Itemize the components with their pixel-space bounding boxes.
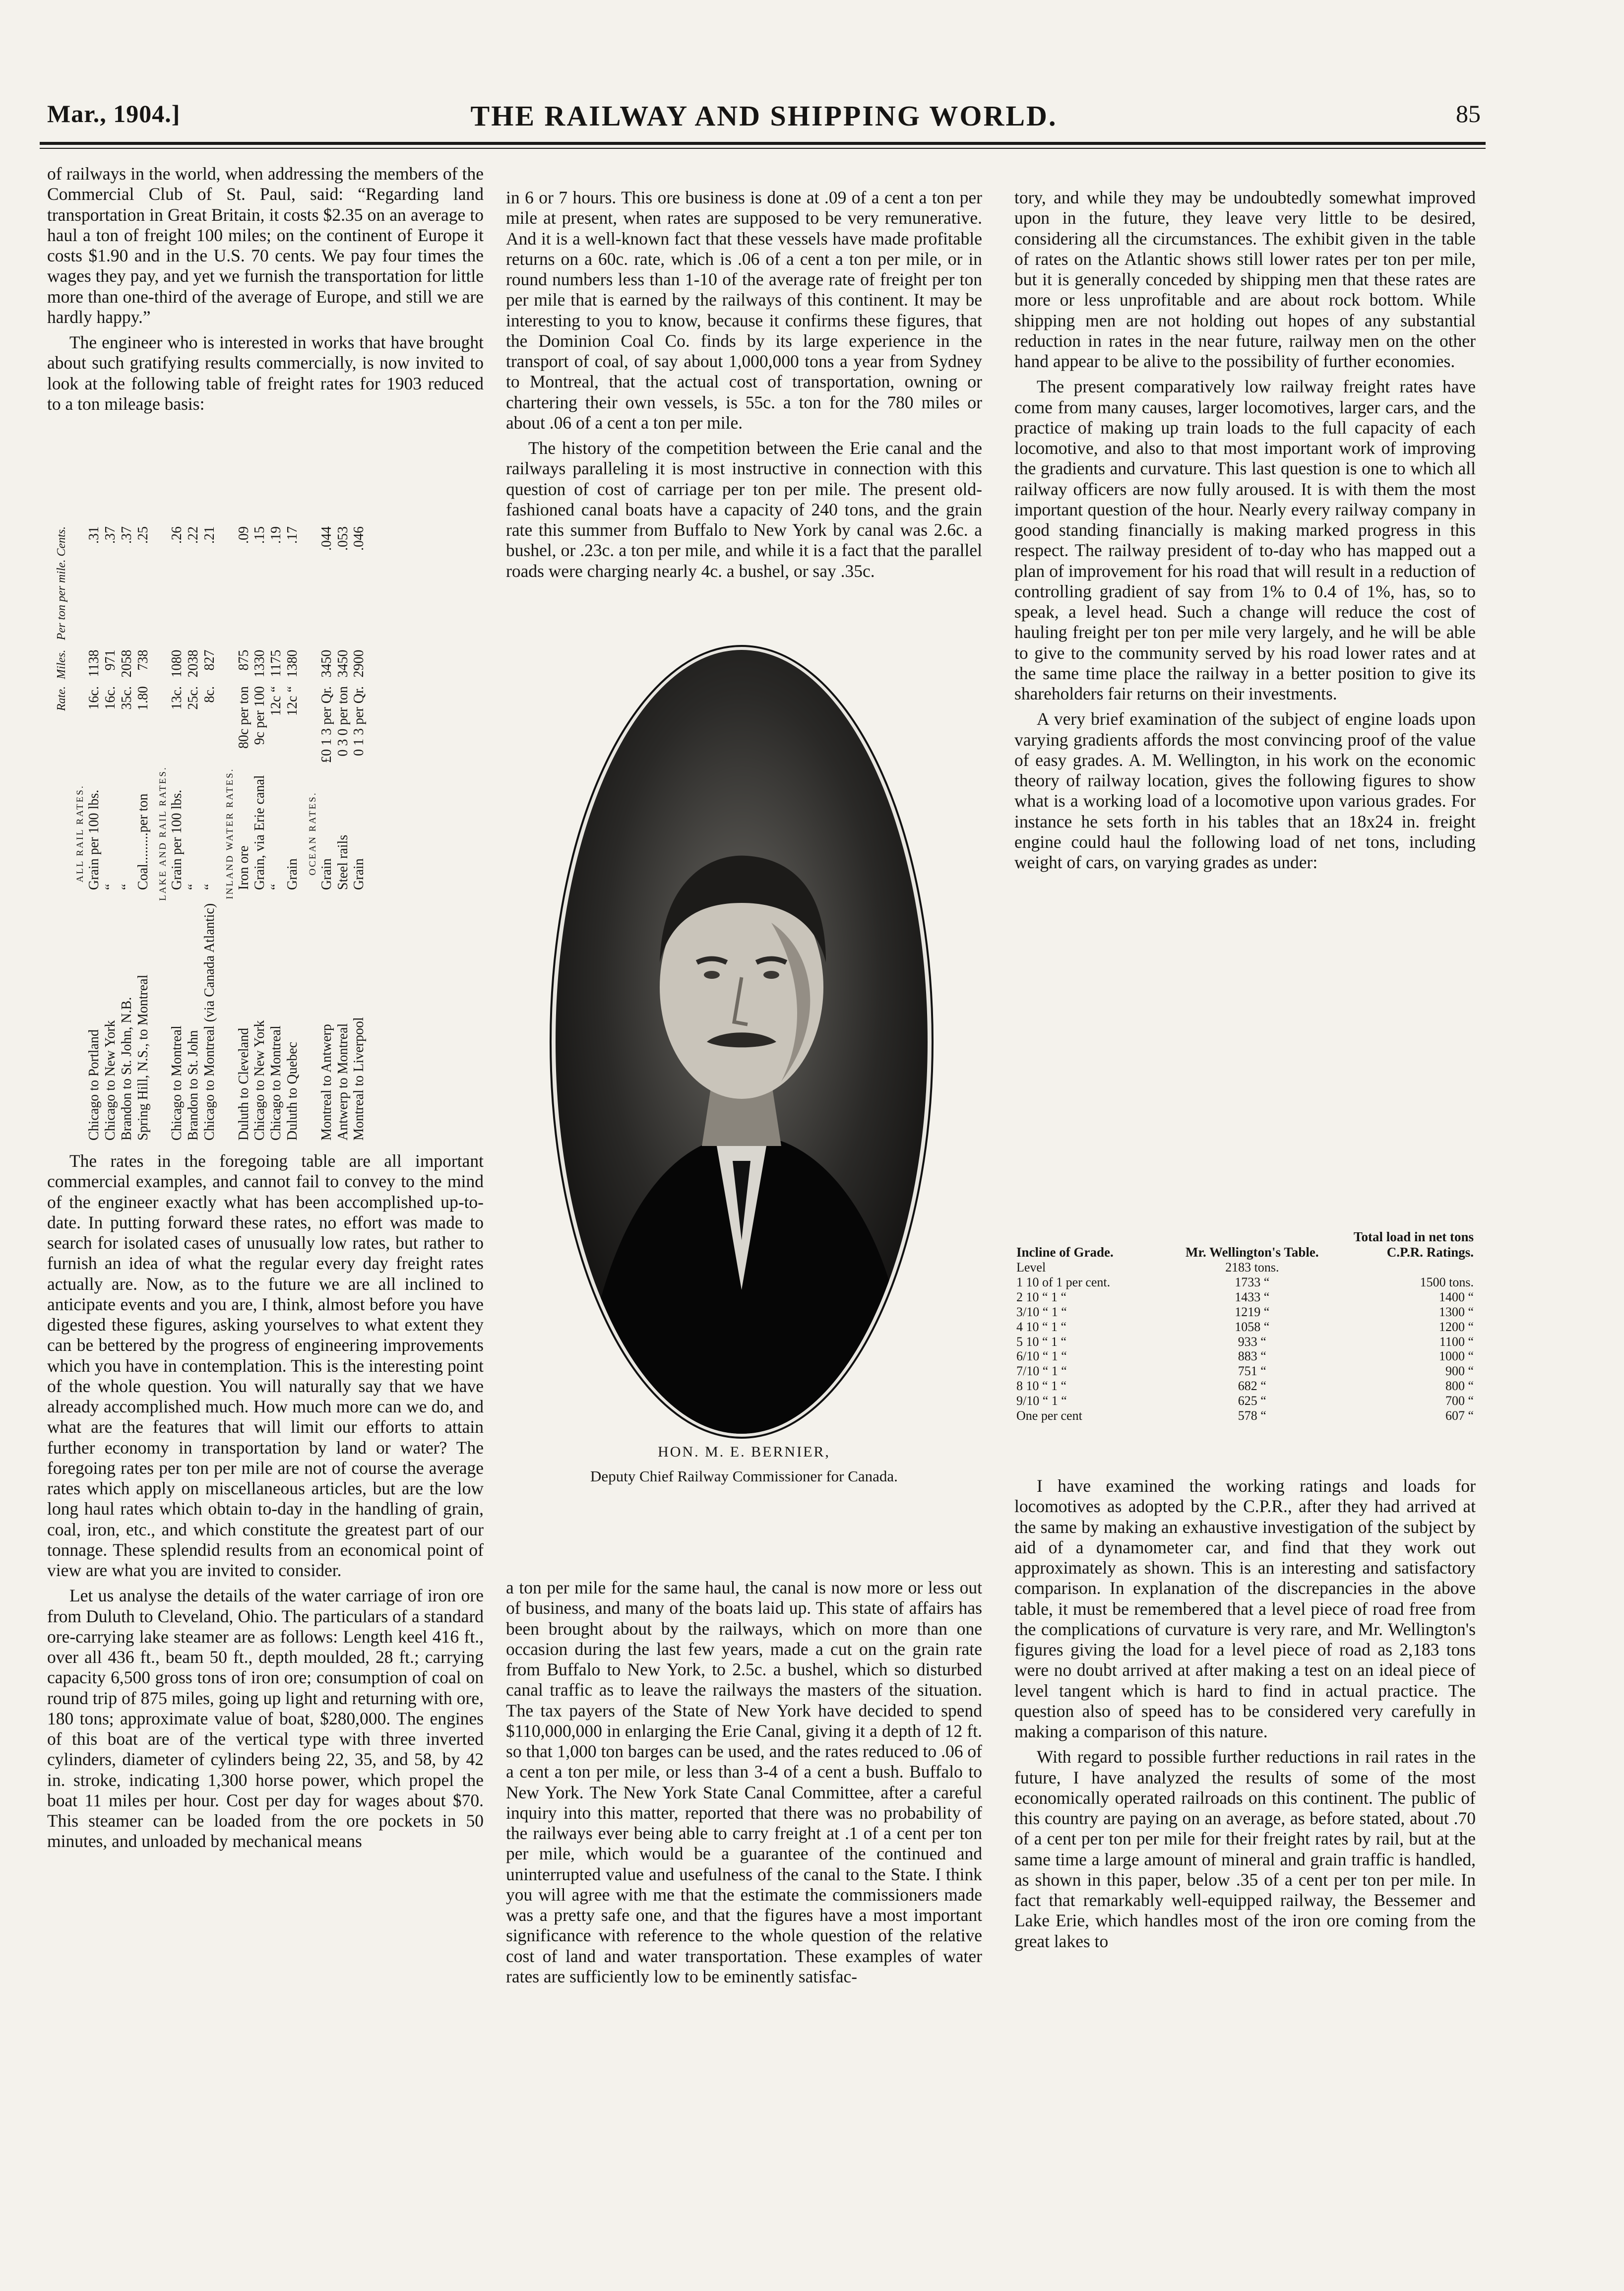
table-row [319, 523, 335, 1144]
cell-cpr: 1200 “ [1438, 1319, 1474, 1334]
cell-grade: 2 10 “ 1 “ [1016, 1289, 1067, 1304]
cell-ptm: .21 [201, 526, 217, 544]
cell-cpr: 1100 “ [1439, 1334, 1474, 1349]
cell-ptm: .26 [169, 526, 185, 544]
cell-ptm: .044 [318, 526, 334, 551]
cell-ptm: .31 [86, 526, 102, 544]
table-row [1014, 1320, 1476, 1335]
cell-rate: 1.80 [135, 686, 151, 711]
table-row [86, 523, 103, 1144]
cell-rate: 12c “ [268, 686, 284, 716]
table-row [202, 523, 218, 1144]
paragraph: The engineer who is interested in works that have brought about such gratifying results commercially, is now invited to look at the following table of freight rates for 1903 reduced to a ton mileage basis: [47, 332, 484, 414]
cell-miles: 2900 [351, 649, 367, 678]
cell-route: Chicago to Montreal [268, 1025, 284, 1141]
cell-commodity: “ [268, 884, 284, 890]
table-row [1014, 1408, 1476, 1423]
portrait-caption-name: HON. M. E. BERNIER, [658, 1444, 830, 1460]
cell-wellington: 2183 tons. [1225, 1260, 1279, 1275]
cell-commodity: Grain per 100 lbs. [86, 789, 102, 890]
cell-miles: 738 [135, 649, 151, 671]
table-row [1014, 1349, 1476, 1364]
cell-commodity: “ [201, 884, 217, 890]
header-miles: Miles. [55, 649, 68, 679]
cell-miles: 1138 [86, 649, 102, 677]
cell-ptm: .25 [135, 526, 151, 544]
cell-route: Chicago to Portland [86, 1029, 102, 1141]
cell-ptm: .09 [236, 526, 251, 544]
cell-miles: 875 [236, 649, 251, 671]
cell-wellington: 578 “ [1238, 1408, 1266, 1423]
cell-grade: 5 10 “ 1 “ [1016, 1334, 1067, 1349]
header-rule-thin [40, 148, 1486, 149]
header-per-ton-per-mile: Per ton per mile. Cents. [55, 526, 68, 640]
paragraph: I have examined the working ratings and loads for locomotives as adopted by the C.P.R., after they had arrived at the same by making an exhaustive investigation of the subject by aid of a dynamometer car, and find that they work out approximately as shown. This is an interesting and satisfactory comparison. In explanation of the discrepancies in the above table, it must be remembered that a level piece of road free from the complications of curvature is very rare, and Mr. Wellington's figures giving the load for a level piece of road as 2,183 tons were no doubt arrived at after making a test on an ideal piece of level tangent which is hard to find in actual practice. The question also of speed has to be considered very carefully in making a comparison of this nature. [1014, 1476, 1476, 1741]
table-row [1014, 1335, 1476, 1349]
cell-commodity: Grain [285, 858, 301, 890]
paragraph: in 6 or 7 hours. This ore business is done at .09 of a cent a ton per mile at present, when rates are supposed to be very remunerative. And it is a well-known fact that these vessels have made profitable returns on a 60c. rate, which is .06 of a cent a ton per mile, or in round numbers less than 1-10 of the average rate of freight per ton per mile that is earned by the railways of this continent. It may be interesting to you to know, because it confirms these figures, that the Dominion Coal Co. finds by its large experience in the transport of coal, of say about 1,000,000 tons a year from Sydney to Montreal, that the actual cost of transportation, owning or chartering their own vessels, is 55c. a ton for the 780 miles or about .06 of a cent a ton per mile. [506, 188, 982, 433]
masthead-title: THE RAILWAY AND SHIPPING WORLD. [470, 100, 1058, 132]
issue-date: Mar., 1904.] [47, 100, 181, 127]
header-rule-thick [40, 142, 1486, 145]
portrait-caption-title: Deputy Chief Railway Commissioner for Canada. [590, 1467, 898, 1485]
column-1-body [47, 1151, 484, 1857]
column-3-bottom [1014, 1476, 1476, 1957]
cell-grade: Level [1016, 1260, 1046, 1275]
cell-cpr: 900 “ [1445, 1364, 1474, 1379]
cell-cpr: 1300 “ [1438, 1304, 1474, 1319]
cell-route: Montreal to Antwerp [318, 1024, 334, 1141]
column-2-bottom [506, 1578, 982, 1992]
table-row [1014, 1260, 1476, 1275]
cell-commodity: “ [103, 884, 119, 890]
cell-commodity: Grain per 100 lbs. [169, 789, 185, 890]
cell-rate: 16c. [103, 686, 119, 710]
cell-wellington: 751 “ [1238, 1364, 1266, 1379]
cell-rate: 25c. [186, 686, 201, 710]
paragraph: A very brief examination of the subject of engine loads upon varying gradients affords the most convincing proof of the value of easy grades. A. M. Wellington, in his work on the economic theory of railway location, gives the following figures to show what is a working load of a locomotive upon various grades. For instance he sets forth in his tables that an 18x24 in. freight engine could haul the following load of net tons, including weight of cars, on varying grades as under: [1014, 709, 1476, 872]
cell-rate: 16c. [86, 686, 102, 710]
cell-wellington: 883 “ [1238, 1349, 1266, 1364]
cell-cpr: 700 “ [1445, 1394, 1474, 1408]
cell-route: Chicago to New York [103, 1020, 119, 1141]
cell-route: Duluth to Quebec [285, 1041, 301, 1141]
cell-miles: 1175 [268, 649, 284, 677]
paragraph: The history of the competition between the Erie canal and the railways paralleling it is most instructive in connection with this question of cost of carriage per ton per mile. The present old-fashioned canal boats have a capacity of 240 tons, and the grain rate this summer from Buffalo to New York by canal was 2.6c. a bushel, or .23c. a ton per mile, and while it is a fact that the parallel roads were charging nearly 4c. a bushel, or say .35c. [506, 438, 982, 581]
cell-rate: £0 1 3 per Qr. [318, 686, 334, 763]
cell-grade: 4 10 “ 1 “ [1016, 1319, 1067, 1334]
cell-miles: 1080 [169, 649, 185, 678]
table-row [252, 523, 268, 1144]
cell-wellington: 682 “ [1238, 1379, 1266, 1394]
cell-wellington: 1219 “ [1235, 1304, 1270, 1319]
table-row [135, 523, 152, 1144]
cell-commodity: Steel rails [335, 834, 351, 890]
page-number: 85 [1456, 100, 1481, 127]
cell-route: Antwerp to Montreal [335, 1023, 351, 1141]
cell-ptm: .046 [351, 526, 367, 551]
cell-miles: 1330 [252, 649, 268, 678]
header-wellington: Mr. Wellington's Table. [1186, 1245, 1319, 1260]
section-title: ALL RAIL RATES. [75, 784, 86, 883]
column-2-top [506, 188, 982, 586]
cell-route: Brandon to St. John [186, 1030, 201, 1141]
cell-grade: 8 10 “ 1 “ [1016, 1379, 1067, 1394]
cell-ptm: .19 [268, 526, 284, 544]
cell-wellington: 933 “ [1238, 1334, 1266, 1349]
cell-commodity: Grain [318, 858, 334, 890]
cell-commodity: Iron ore [236, 845, 251, 890]
cell-commodity: “ [186, 884, 201, 890]
cell-grade: 9/10 “ 1 “ [1016, 1394, 1067, 1408]
cell-wellington: 1058 “ [1235, 1319, 1270, 1334]
table-row [351, 523, 368, 1144]
cell-miles: 827 [201, 649, 217, 671]
cell-route: Chicago to Montreal (via Canada Atlantic) [201, 903, 217, 1141]
table-row [169, 523, 186, 1144]
paragraph: The present comparatively low railway freight rates have come from many causes, larger locomotives, larger cars, and the practice of making up train loads to the full capacity of each locomotive, and also to that most important work of improving the gradients and curvature. This last question is one to which all railway officers are now fully aroused. It is with them the most important question of the hour. Nearly every railway company in good standing financially is making marked progress in this respect. The railway president of to-day who has mapped out a plan of improvement for his road that will result in a reduction of controlling gradient of say from 1% to 0.4 of 1%, has, so to speak, a level head. Such a change will reduce the cost of hauling freight per ton per mile very largely, and he will be able to give to the community served by his road lower rates and at the same time place the railway in a better position to give its shareholders fair returns on their investments. [1014, 377, 1476, 703]
cell-ptm: .37 [103, 526, 119, 544]
cell-route: Chicago to Montreal [169, 1025, 185, 1141]
cell-miles: 1380 [285, 649, 301, 678]
paragraph: of railways in the world, when addressing the members of the Commercial Club of St. Paul, said: “Regarding land transportation in Great Britain, it costs $2.35 on an average to haul a ton of freight 100 miles; on the continent of Europe it costs $1.90 and in the U.S. 70 cents. We pay four times the wages they pay, and yet we furnish the transportation for little more than one-third of the average of Europe, and still we are hardly happy.” [47, 164, 484, 327]
cell-grade: 1 10 of 1 per cent. [1016, 1274, 1111, 1289]
cell-cpr: 607 “ [1445, 1408, 1474, 1423]
engine-load-table [1014, 1229, 1476, 1423]
section-title: INLAND WATER RATES. [224, 767, 235, 899]
cell-grade: One per cent [1016, 1408, 1082, 1423]
table-row [1014, 1275, 1476, 1290]
table-row [1014, 1394, 1476, 1408]
header-commodity [55, 768, 68, 893]
section-title: OCEAN RATES. [307, 791, 318, 876]
paragraph: Let us analyse the details of the water carriage of iron ore from Duluth to Cleveland, Ohio. The particulars of a standard ore-carrying lake steamer are as follows: Length keel 416 ft., over all 436 ft., beam 50 ft., depth moulded, 28 ft.; carrying capacity 6,500 gross tons of iron ore; consumption of coal on round trip of 875 miles, going up light and returning with ore, 180 tons; approximate value of boat, $280,000. The engines of this boat are of the vertical type with three inverted cylinders, diameter of cylinders being 22, 35, and 58, by 42 in. stroke, indicating 1,300 horse power, which propel the boat 11 miles per hour. Cost per day for wages about $70. This steamer can be loaded from the ore pockets in 50 minutes, and unloaded by mechanical means [47, 1586, 484, 1851]
cell-rate: 0 1 3 per Qr. [351, 686, 367, 756]
table-row [268, 523, 285, 1144]
table-row [119, 523, 135, 1144]
cell-route: Brandon to St. John, N.B. [119, 997, 134, 1141]
cell-route: Chicago to New York [252, 1020, 268, 1141]
column-3-top [1014, 188, 1476, 878]
header-route [55, 893, 68, 1144]
paragraph: With regard to possible further reductions in rail rates in the future, I have analyzed the results of some of the most economically operated railroads on this continent. The public of this country are paying on an average, as before stated, about .70 of a cent per ton per mile for their freight rates by rail, but at the same time a large amount of mineral and grain traffic is handled, as shown in this paper, below .35 of a cent per ton per mile. In fact that remarkably well-equipped railway, the Bessemer and Lake Erie, which handles most of the iron ore coming from the great lakes to [1014, 1747, 1476, 1951]
cell-miles: 3450 [318, 649, 334, 678]
cell-cpr [1348, 1260, 1476, 1275]
table-row [1014, 1305, 1476, 1320]
cell-rate: 35c. [119, 686, 134, 710]
cell-ptm: .17 [285, 526, 301, 544]
cell-rate: 8c. [201, 686, 217, 703]
paragraph: tory, and while they may be undoubtedly somewhat improved upon in the future, they leave very little to be desired, considering all the circumstances. The exhibit given in the table of rates on the Atlantic shows still lower rates per ton per mile, but it is generally conceded by shipping men that these rates are more or less unprofitable and are about rock bottom. While shipping men are not holding out hopes of any substantial reduction in rates in the near future, railway men on the other hand appear to be alive to the possibility of further economies. [1014, 188, 1476, 371]
cell-miles: 2058 [119, 649, 134, 678]
cell-miles: 2038 [186, 649, 201, 678]
cell-grade: 6/10 “ 1 “ [1016, 1349, 1067, 1364]
cell-wellington: 625 “ [1238, 1394, 1266, 1408]
table-row [236, 523, 252, 1144]
cell-route: Montreal to Liverpool [351, 1017, 367, 1141]
section-title: LAKE AND RAIL RATES. [158, 766, 169, 901]
cell-grade: 7/10 “ 1 “ [1016, 1364, 1067, 1379]
table-row [285, 523, 301, 1144]
cell-miles: 971 [103, 649, 119, 671]
freight-rate-table [55, 523, 491, 1144]
table-row [1014, 1379, 1476, 1394]
cell-wellington: 1433 “ [1235, 1289, 1270, 1304]
table-row [1014, 1364, 1476, 1379]
header-incline: Incline of Grade. [1016, 1245, 1114, 1260]
cell-route: Spring Hill, N.S., to Montreal [135, 974, 151, 1141]
cell-rate: 0 3 0 per ton [335, 686, 351, 757]
paragraph: a ton per mile for the same haul, the canal is now more or less out of business, and many of the boats laid up. This state of affairs has been brought about by the railways, which on more than one occasion during the last few years, made a cut on the grain rate from Buffalo to New York, to 2.5c. a bushel, which so disturbed canal traffic as to leave the railways the masters of the situation. The tax payers of the State of New York have decided to spend $110,000,000 in enlarging the Erie Canal, giving it a depth of 12 ft. so that 1,000 ton barges can be used, and the rates reduced to .06 of a cent a ton per mile, or less than 3-4 of a cent a bush. Buffalo to New York. The New York State Canal Committee, after a careful inquiry into this matter, reported that there was no probability of the railways ever being able to carry freight at .1 of a cent per ton per mile, which would be a guarantee of the continued and uninterrupted value and usefulness of the canal to the State. I think you will agree with me that the estimate the commissioners made was a pretty safe one, and that the figures have a most important significance with reference to the whole question of the relative cost of land and water transportation. These examples of water rates are sufficiently low to be eminently satisfac- [506, 1578, 982, 1986]
cell-rate: 80c per ton [236, 686, 251, 749]
cell-miles: 3450 [335, 649, 351, 678]
cell-cpr: 1400 “ [1438, 1289, 1474, 1304]
cell-rate: 12c “ [285, 686, 301, 716]
cell-commodity: “ [119, 884, 134, 890]
cell-rate: 9c per 100 [252, 686, 268, 745]
header-cpr: C.P.R. Ratings. [1386, 1245, 1474, 1260]
portrait-photo [548, 645, 935, 1439]
cell-ptm: .22 [186, 526, 201, 544]
header-rate: Rate. [55, 686, 68, 711]
cell-ptm: .37 [119, 526, 134, 544]
table-row [103, 523, 119, 1144]
paragraph: The rates in the foregoing table are all important commercial examples, and cannot fail to convey to the mind of the engineer exactly what has been accomplished up-to-date. In putting forward these rates, no effort was made to search for isolated cases of unusually low rates, but rather to furnish an idea of what the regular every day freight rates actually are. Now, as to the future we are all inclined to anticipate events and you are, I think, almost before you have digested these figures, asking yourselves to what extent they can be bettered by the progress of engineering improvements which you have in contemplation. This is the interesting point of the whole question. You will naturally say that we have already accomplished much. How much more can we do, and what are the features that will limit our efforts to attain further economy in transportation by land or water? The foregoing rates per ton per mile are not of course the average rates which apply on miscellaneous articles, but are the low long haul rates which obtain to-day in the handling of grain, coal, iron, etc., and which constitute the greatest part of our tonnage. These splendid results from an economical point of view are what you are invited to consider. [47, 1151, 484, 1580]
cell-commodity: Coal.........per ton [135, 793, 151, 890]
cell-ptm: .15 [252, 526, 268, 544]
cell-commodity: Grain [351, 858, 367, 890]
cell-ptm: .053 [335, 526, 351, 551]
cell-route: Duluth to Cleveland [236, 1027, 251, 1141]
cell-cpr: 800 “ [1445, 1379, 1474, 1394]
cell-rate: 13c. [169, 686, 185, 710]
page-header [47, 99, 1481, 134]
cell-cpr: 1500 tons. [1420, 1274, 1474, 1289]
header-total-load: Total load in net tons [1353, 1229, 1474, 1244]
cell-cpr: 1000 “ [1438, 1349, 1474, 1364]
cell-wellington: 1733 “ [1235, 1274, 1270, 1289]
cell-commodity: Grain, via Erie canal [252, 775, 268, 890]
column-1-intro [47, 164, 484, 419]
table-row [186, 523, 202, 1144]
cell-grade: 3/10 “ 1 “ [1016, 1304, 1067, 1319]
table-row [335, 523, 352, 1144]
table-row [1014, 1290, 1476, 1305]
